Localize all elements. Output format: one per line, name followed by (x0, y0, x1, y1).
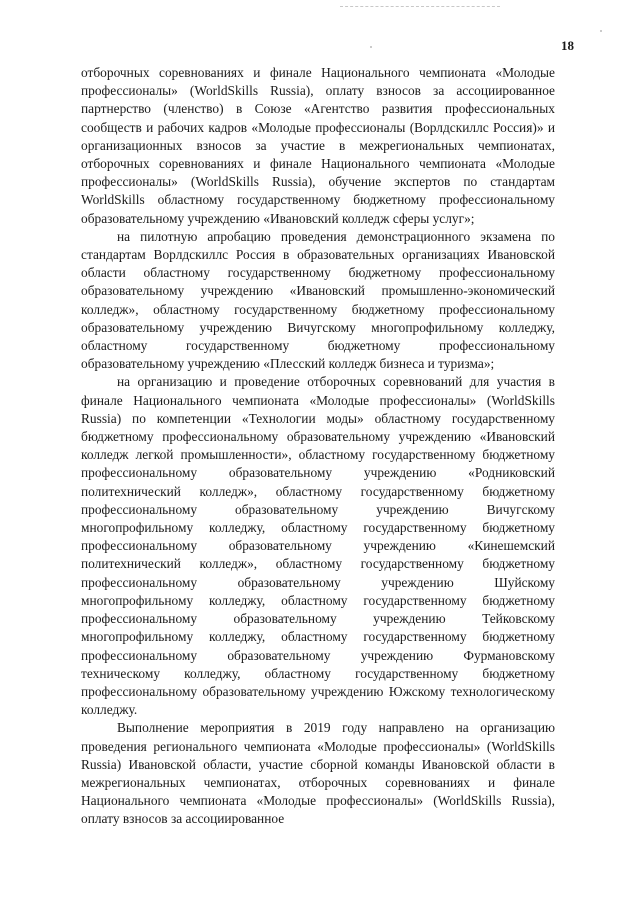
scan-artifact (340, 6, 500, 8)
scan-speck (370, 46, 372, 48)
paragraph-3: на организацию и проведение отборочных соревнований для участия в финале Национального чемпионата «Молодые профессионалы» (WorldSkills Russia) по компетенции «Технологии моды» областному государственному бюджетному профессиональному образовательному учреждению «Ивановский колледж легкой промышленности», областному государственному бюджетному профессиональному образовательному учреждению «Родниковский политехнический колледж», областному государственному бюджетному профессиональному образовательному учреждению Вичугскому многопрофильному колледжу, областному государственному бюджетному профессиональному образовательному учреждению «Кинешемский политехнический колледж», областному государственному бюджетному профессиональному образовательному учреждению Шуйскому многопрофильному колледжу, областному государственному бюджетному профессиональному образовательному учреждению Тейковскому многопрофильному колледжу, областному государственному бюджетному профессиональному образовательному учреждению Фурмановскому техническому колледжу, областному государственному бюджетному профессиональному образовательному учреждению Южскому технологическому колледжу. (81, 374, 555, 718)
document-body (81, 64, 555, 829)
paragraph-1: отборочных соревнованиях и финале Национального чемпионата «Молодые профессионалы» (WorldSkills Russia), оплату взносов за ассоциированное партнерство (членство) в Союзе «Агентство развития профессиональных сообществ и рабочих кадров «Молодые профессионалы (Ворлдскиллс Россия)» и организационных взносов за участие в межрегиональных чемпионатах, отборочных соревнованиях и финале Национального чемпионата «Молодые профессионалы» (WorldSkills Russia), обучение экспертов по стандартам WorldSkills областному государственному бюджетному профессиональному образовательному учреждению «Ивановский колледж сферы услуг»; (81, 65, 555, 226)
page-number: 18 (561, 38, 574, 53)
paragraph-2: на пилотную апробацию проведения демонстрационного экзамена по стандартам Ворлдскиллс Россия в образовательных организациях Ивановской области областному государственному бюджетному профессиональному образовательному учреждению «Ивановский промышленно-экономический колледж», областному государственному бюджетному профессиональному образовательному учреждению Вичугскому многопрофильному колледжу, областному государственному бюджетному профессиональному образовательному учреждению «Плесский колледж бизнеса и туризма»; (81, 228, 555, 372)
paragraph-4: Выполнение мероприятия в 2019 году направлено на организацию проведения регионального чемпионата «Молодые профессионалы» (WorldSkills Russia) Ивановской области, участие сборной команды Ивановской области в межрегиональных чемпионатах, отборочных соревнованиях и финале Национального чемпионата «Молодые профессионалы» (WorldSkills Russia), оплату взносов за ассоциированное (81, 720, 555, 827)
scan-speck (600, 30, 602, 32)
